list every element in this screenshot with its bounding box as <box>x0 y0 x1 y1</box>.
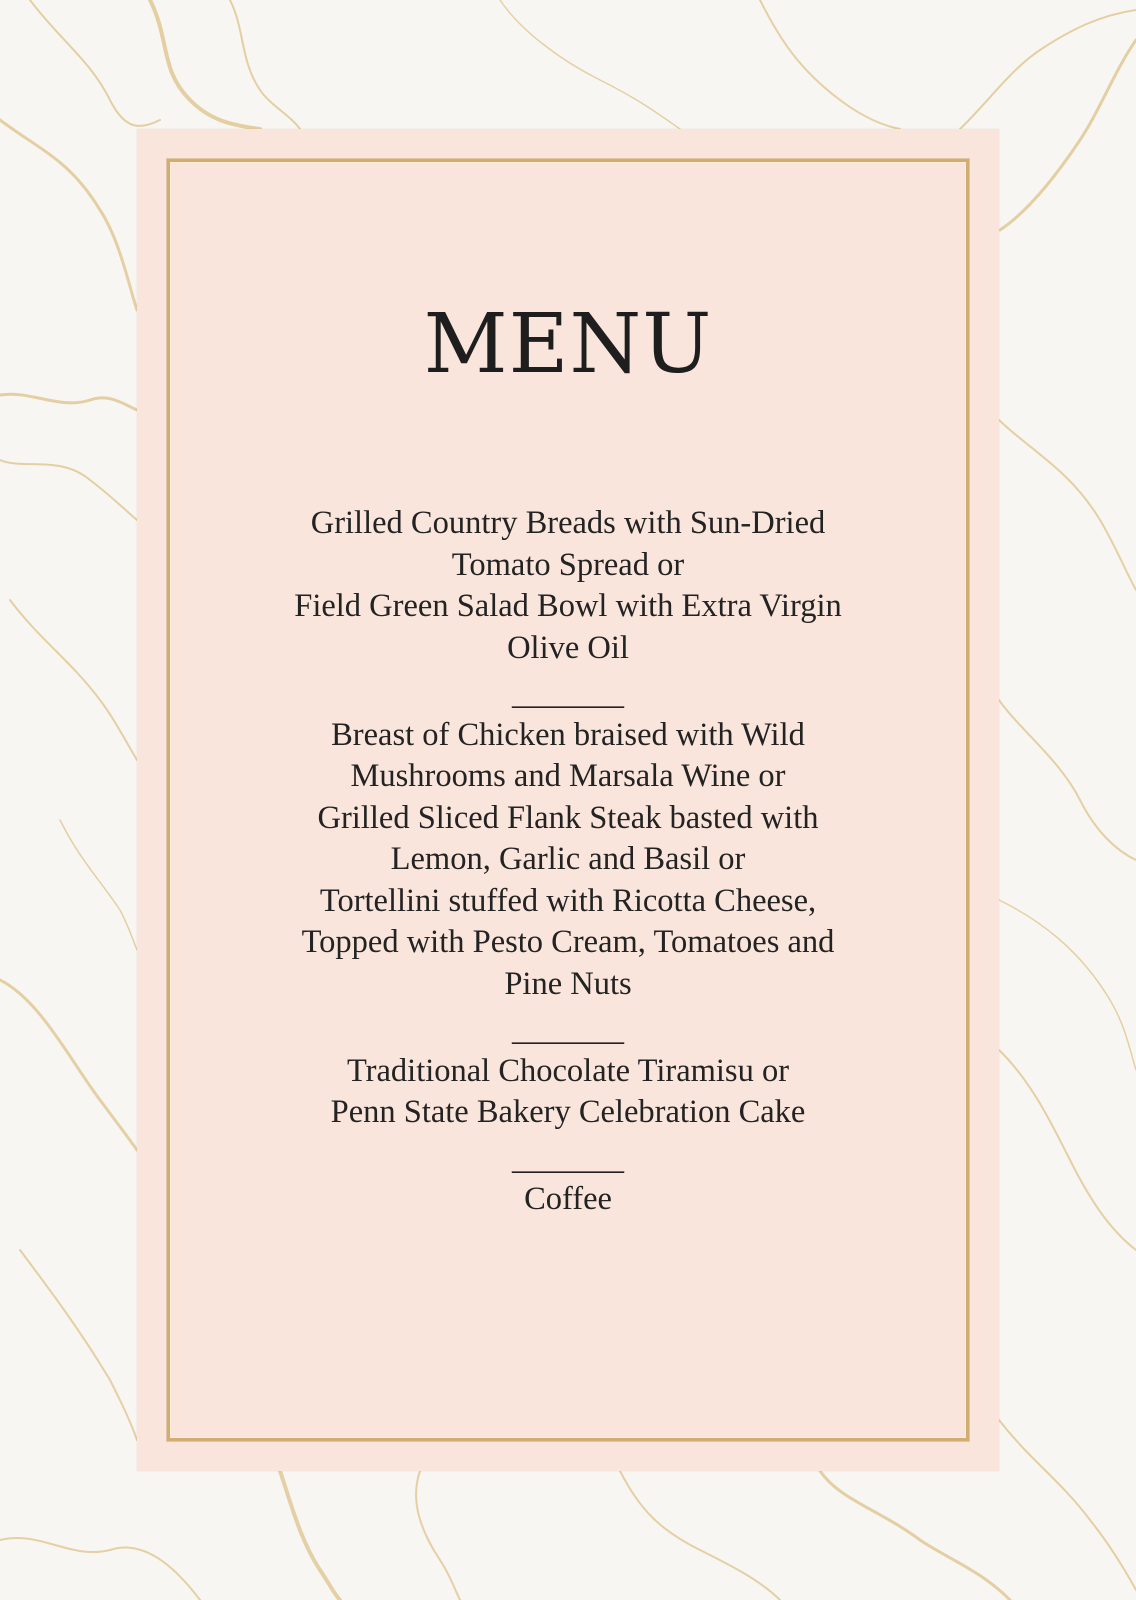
dish-line: Breast of Chicken braised with Wild <box>331 716 805 753</box>
dish-line: Tortellini stuffed with Ricotta Cheese, <box>319 882 817 919</box>
course-mains <box>249 715 887 1006</box>
dish-line: Traditional Chocolate Tiramisu or <box>346 1052 790 1089</box>
menu-card <box>137 129 999 1471</box>
dish-line: Tomato Spread or <box>451 546 685 583</box>
dish-line: Coffee <box>524 1181 612 1217</box>
dish-line: Topped with Pesto Cream, Tomatoes and <box>301 924 835 960</box>
dish-line: Grilled Country Breads with Sun-Dried <box>310 505 826 541</box>
course-starters <box>249 503 887 669</box>
course-divider: _______ <box>512 1011 624 1047</box>
dish-line: Grilled Sliced Flank Steak basted with <box>317 799 819 836</box>
dish-line: Olive Oil <box>507 629 629 666</box>
menu-title: MENU <box>423 297 713 392</box>
course-divider: _______ <box>512 675 624 711</box>
dish-line: Field Green Salad Bowl with Extra Virgin <box>294 588 842 624</box>
dish-line: Pine Nuts <box>504 965 632 1002</box>
dish-line: Mushrooms and Marsala Wine or <box>350 758 786 794</box>
menu-body <box>249 503 887 1221</box>
dish-line: Lemon, Garlic and Basil or <box>390 841 746 877</box>
course-desserts <box>249 1051 887 1134</box>
course-divider: _______ <box>512 1139 624 1176</box>
dish-line: Penn State Bakery Celebration Cake <box>330 1094 806 1130</box>
course-beverage <box>249 1179 887 1221</box>
